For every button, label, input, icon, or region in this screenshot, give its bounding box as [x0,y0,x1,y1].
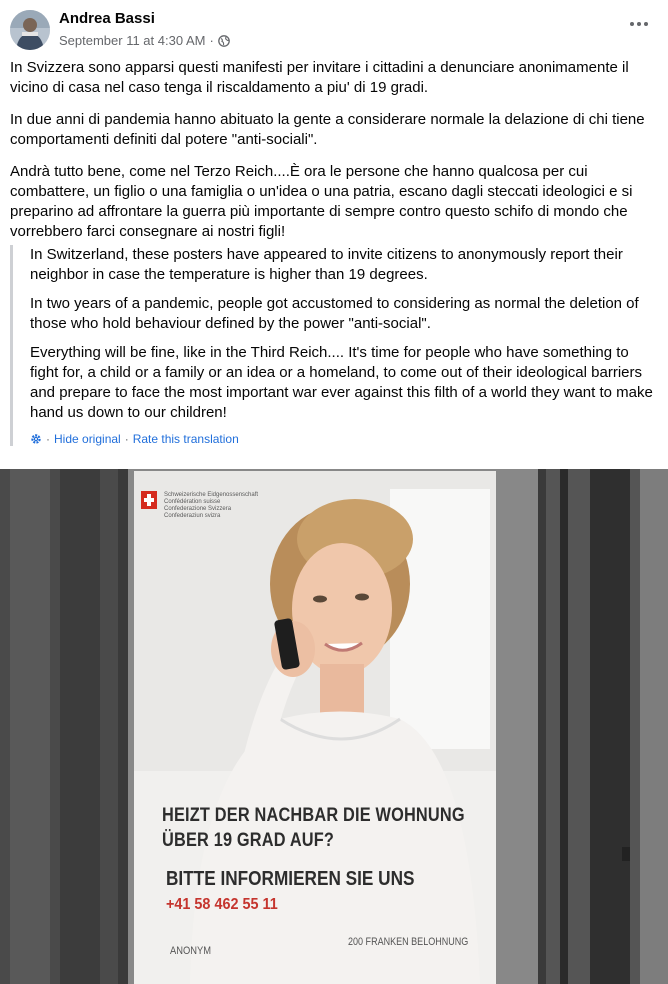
globe-icon[interactable] [218,35,230,47]
poster-subheadline: BITTE INFORMIEREN SIE UNS [166,868,415,890]
poster-reward: 200 FRANKEN BELOHNUNG [348,936,469,948]
translation-paragraph: Everything will be fine, like in the Third Reich.... It's time for people who have something to fight for, a child or a family or an idea or a homeland, to come out of their ideological barriers and prepare to face the most important war ever against this filth of a world they want to make hand us down to our children! [30,344,653,421]
translation-paragraph: In Switzerland, these posters have appeared to invite citizens to anonymously report their neighbor in case the temperature is higher than 19 degrees. [30,246,623,283]
hide-original-link[interactable]: Hide original [54,432,121,446]
avatar[interactable] [10,10,50,50]
post-paragraph: In due anni di pandemia hanno abituato la gente a considerare normale la delazione di chi tiene comportamenti definiti dal potere "anti-sociali". [10,111,645,148]
post-paragraph: In Svizzera sono apparsi questi manifesti per invitare i cittadini a denunciare anonimamente il vicino di casa nel caso tenga il riscaldamento a piu' di 19 gradi. [10,59,629,96]
poster-anonymous: ANONYM [170,945,212,957]
more-horizontal-icon[interactable] [630,18,650,30]
post-author-name[interactable]: Andrea Bassi [59,10,155,27]
poster-phone: +41 58 462 55 11 [166,896,278,913]
meta-separator: · [209,33,214,48]
rate-translation-link[interactable]: Rate this translation [132,432,239,446]
post-body [10,58,658,254]
post-photo[interactable] [0,469,668,984]
post-paragraph: Andrà tutto bene, come nel Terzo Reich....È ora le persone che hanno qualcosa per cui combattere, un figlio o una famiglia o un'idea o una patria, escano dagli steccati ideologici e si preparino ad affrontare la guerra più importante di sempre contro questo schifo di mondo che vorrebbero farci consegnare ai nostri figli! [10,163,633,240]
translation-paragraph: In two years of a pandemic, people got accustomed to considering as normal the deletion of those who hold behaviour defined by the power "anti-social". [30,295,639,332]
poster-agency-text: Schweizerische Eidgenossenschaft Confédération suisse Confederazione Svizzera Confederaziun svizra [164,492,259,519]
translation-actions [30,432,658,446]
post-meta [59,33,230,48]
translation-block [10,245,658,446]
link-separator: · [46,432,50,446]
poster-headline: HEIZT DER NACHBAR DIE WOHNUNG ÜBER 19 GRAD AUF? [162,805,465,851]
post-header [0,0,668,58]
post-timestamp[interactable]: September 11 at 4:30 AM [59,33,206,48]
gear-icon [30,433,42,445]
link-separator: · [124,432,129,446]
